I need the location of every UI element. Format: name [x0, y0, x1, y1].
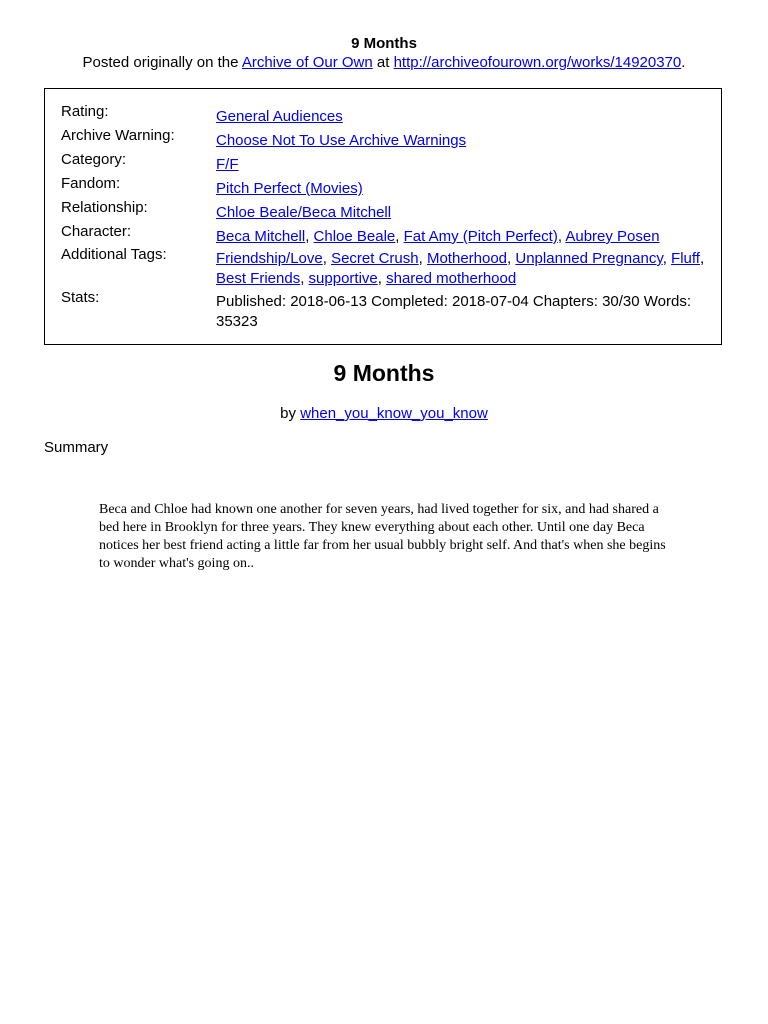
list-separator: ,	[662, 250, 672, 267]
character-link[interactable]: Beca Mitchell	[216, 228, 306, 245]
tag-link[interactable]: Friendship/Love	[216, 250, 323, 267]
list-separator: ,	[322, 250, 332, 267]
warning-link[interactable]: Choose Not To Use Archive Warnings	[216, 132, 467, 149]
stats-label: Stats:	[61, 289, 100, 306]
posted-prefix: Posted originally on the	[82, 54, 242, 71]
fandom-label: Fandom:	[61, 175, 121, 192]
list-separator: ,	[395, 228, 404, 245]
tag-link[interactable]: supportive	[308, 270, 378, 287]
character-link[interactable]: Fat Amy (Pitch Perfect)	[403, 228, 558, 245]
rating-link[interactable]: General Audiences	[216, 108, 343, 125]
list-separator: ,	[300, 270, 309, 287]
byline-prefix: by	[280, 405, 301, 422]
category-label: Category:	[61, 151, 127, 168]
tag-link[interactable]: Motherhood	[426, 250, 508, 267]
posted-at: at	[372, 54, 394, 71]
archive-link[interactable]: Archive of Our Own	[241, 54, 373, 71]
character-link[interactable]: Chloe Beale	[313, 228, 396, 245]
category-link[interactable]: F/F	[216, 156, 239, 173]
list-separator: ,	[507, 250, 516, 267]
character-link[interactable]: Aubrey Posen	[565, 228, 660, 245]
character-list	[216, 227, 711, 247]
fandom-link[interactable]: Pitch Perfect (Movies)	[216, 180, 363, 197]
tag-link[interactable]: Best Friends	[216, 270, 301, 287]
work-title: 9 Months	[333, 360, 435, 386]
rating-label: Rating:	[61, 103, 109, 120]
character-label: Character:	[61, 223, 132, 240]
posted-suffix: .	[681, 54, 686, 71]
tag-link[interactable]: Fluff	[671, 250, 700, 267]
posted-originally-line	[0, 54, 768, 71]
additional-tags-list	[216, 249, 711, 289]
warning-label: Archive Warning:	[61, 127, 175, 144]
document-header-title: 9 Months	[351, 35, 417, 52]
list-separator: ,	[557, 228, 566, 245]
list-separator: ,	[305, 228, 314, 245]
work-metadata-box	[44, 88, 722, 345]
summary-text: Beca and Chloe had known one another for seven years, had lived together for six, and had shared a bed here in Brooklyn for three years. They knew everything about each other. Until one day Beca notices her best friend acting a little far from her usual bubbly bright self. And that's when she begins to wonder what's going on..	[99, 502, 666, 571]
stats-words-value: 35323	[216, 313, 258, 330]
author-link[interactable]: when_you_know_you_know	[300, 405, 488, 422]
byline	[0, 405, 768, 422]
relationship-label: Relationship:	[61, 199, 148, 216]
additional-tags-label: Additional Tags:	[61, 246, 167, 263]
tag-link[interactable]: Unplanned Pregnancy	[515, 250, 663, 267]
work-url-link[interactable]: http://archiveofourown.org/works/14920370	[393, 54, 682, 71]
list-separator: ,	[418, 250, 427, 267]
tag-link[interactable]: Secret Crush	[331, 250, 419, 267]
stats-value	[216, 292, 711, 332]
summary-heading: Summary	[44, 439, 109, 456]
list-separator: ,	[377, 270, 387, 287]
tag-link[interactable]: shared motherhood	[386, 270, 517, 287]
stats-line: Published: 2018-06-13 Completed: 2018-07-04 Chapters: 30/30 Words:	[216, 293, 692, 310]
relationship-link[interactable]: Chloe Beale/Beca Mitchell	[216, 204, 392, 221]
list-separator: ,	[699, 250, 705, 267]
